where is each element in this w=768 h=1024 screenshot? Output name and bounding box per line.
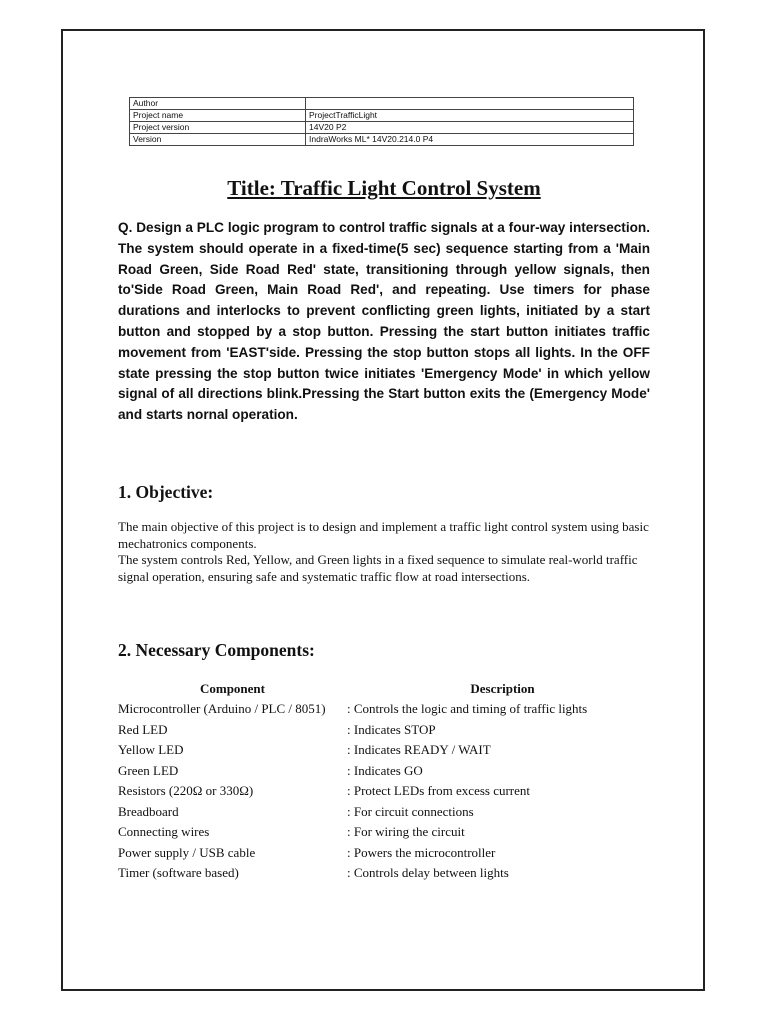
table-row [118, 843, 658, 864]
table-row [130, 110, 634, 122]
component-name: Red LED [118, 721, 168, 737]
objective-line: The system controls Red, Yellow, and Green lights in a fixed sequence to simulate real-world traffic signal operation, ensuring safe and systematic traffic flow at road intersections. [118, 552, 638, 584]
component-name: Green LED [118, 762, 179, 778]
info-key: Project name [130, 110, 306, 122]
component-description: : Protect LEDs from excess current [347, 783, 531, 799]
column-header-description: Description [470, 681, 535, 696]
info-value [306, 98, 634, 110]
info-value: ProjectTrafficLight [306, 110, 634, 122]
table-row [118, 720, 658, 741]
components-heading: 2. Necessary Components: [118, 640, 315, 660]
component-description: : Indicates GO [347, 762, 423, 778]
component-name: Breadboard [118, 803, 179, 819]
table-row [118, 781, 658, 802]
component-description: : Indicates READY / WAIT [347, 742, 491, 758]
info-key: Project version [130, 122, 306, 134]
component-name: Resistors (220Ω or 330Ω) [118, 783, 254, 799]
component-name: Timer (software based) [118, 865, 239, 881]
table-row [118, 740, 658, 761]
component-description: : Controls delay between lights [347, 865, 509, 881]
components-table [118, 679, 658, 884]
table-row [130, 98, 634, 110]
component-name: Microcontroller (Arduino / PLC / 8051) [118, 701, 326, 717]
component-description: : For wiring the circuit [347, 824, 465, 840]
header-row [118, 679, 658, 699]
table-row [118, 863, 658, 884]
project-info-table [129, 97, 634, 146]
component-description: : Powers the microcontroller [347, 844, 496, 860]
component-description: : Indicates STOP [347, 721, 436, 737]
table-row [118, 802, 658, 823]
component-name: Yellow LED [118, 742, 184, 758]
info-value: IndraWorks ML* 14V20.214.0 P4 [306, 134, 634, 146]
info-value: 14V20 P2 [306, 122, 634, 134]
table-row [130, 134, 634, 146]
objective-text [118, 519, 658, 585]
column-header-component: Component [199, 681, 265, 696]
component-name: Connecting wires [118, 824, 210, 840]
table-row [118, 699, 658, 720]
info-key: Version [130, 134, 306, 146]
document-title [0, 176, 768, 201]
objective-line: The main objective of this project is to design and implement a traffic light control system using basic mechatronics components. [118, 519, 649, 551]
table-row [118, 822, 658, 843]
title-text: Title: Traffic Light Control System [227, 176, 541, 200]
question-paragraph: Q. Design a PLC logic program to control traffic signals at a four-way intersection. The system should operate in a fixed-time(5 sec) sequence starting from a 'Main Road Green, Side Road Red' state, transitioning through yellow signals, then to'Side Road Green, Main Road Red', and repeating. Use timers for phase durations and interlocks to prevent conflicting green lights, initiated by a start button and stopped by a stop button. Pressing the start button initiates traffic movement from 'EAST'side. Pressing the stop button stops all lights. In the OFF state pressing the stop button twice initiates 'Emergency Mode' in which yellow signal of all directions blink.Pressing the Start button exits the (Emergency Mode' and starts nornal operation. [118, 220, 650, 423]
table-row [130, 122, 634, 134]
objective-heading: 1. Objective: [118, 482, 214, 502]
component-description: : Controls the logic and timing of traffic lights [347, 701, 588, 717]
table-row [118, 761, 658, 782]
info-key: Author [130, 98, 306, 110]
component-description: : For circuit connections [347, 803, 474, 819]
component-name: Power supply / USB cable [118, 844, 256, 860]
